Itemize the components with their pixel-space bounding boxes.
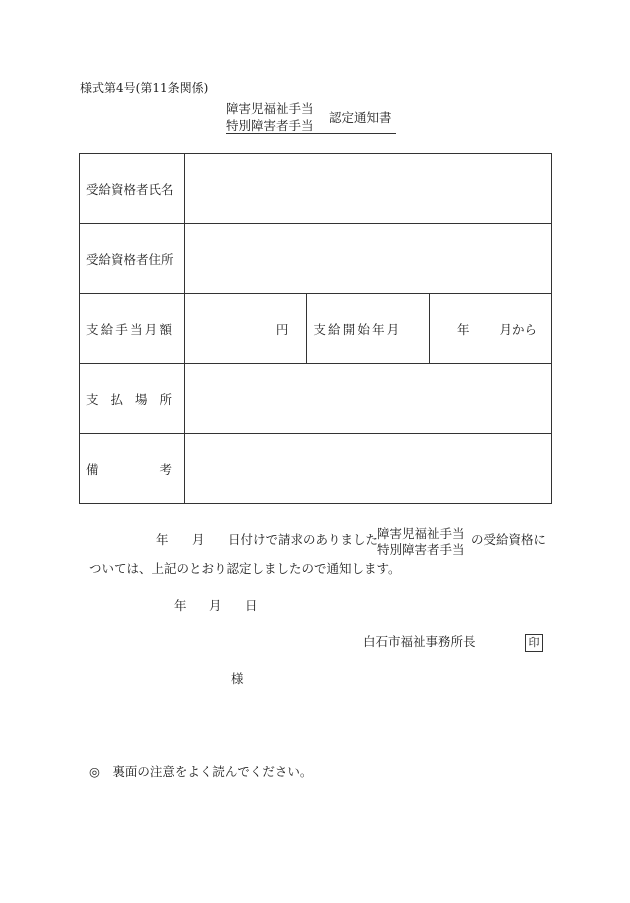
title-allowance-types [226, 100, 314, 134]
field-recipient-name [185, 154, 552, 224]
label-char: 額 [159, 321, 172, 337]
table-row-remarks [80, 434, 552, 504]
title-underline [226, 133, 396, 134]
body-line-2: ついては、上記のとおり認定しましたので通知します。 [89, 561, 401, 576]
seal-mark: 印 [525, 634, 543, 652]
field-payment-place [185, 364, 552, 434]
label-char: 当 [130, 321, 143, 337]
yen-unit: 円 [275, 321, 289, 337]
field-remarks [185, 434, 552, 504]
label-recipient-address: 受給資格者住所 [80, 224, 185, 294]
label-char: 支 [313, 321, 326, 337]
label-char: 月 [144, 321, 158, 337]
title-allowance-2: 特別障害者手当 [226, 118, 314, 133]
recipient-honorific: 様 [231, 671, 244, 686]
label-char: 支 [86, 321, 99, 337]
label-start-month [307, 294, 429, 364]
field-recipient-address [185, 224, 552, 294]
label-recipient-name: 受給資格者氏名 [80, 154, 185, 224]
label-char: 開 [342, 321, 356, 337]
eligibility-text: の受給資格に [471, 532, 547, 547]
notice-title: 認定通知書 [329, 110, 392, 125]
body-allowance-1: 障害児福祉手当 [377, 526, 465, 541]
form-number: 様式第4号(第11条関係) [80, 81, 209, 95]
label-char: 備 [86, 461, 99, 477]
label-char: 手 [115, 321, 128, 337]
label-payment-place [80, 364, 185, 434]
label-char: 給 [328, 321, 341, 337]
certification-table [79, 153, 552, 504]
label-char: 始 [357, 321, 370, 337]
table-row-recipient-address [80, 224, 552, 294]
field-monthly-amount [185, 294, 307, 364]
note-line: ◎ 裏面の注意をよく読んでください。 [89, 764, 313, 779]
label-char: 場 [134, 391, 148, 407]
request-month: 月 [192, 532, 205, 547]
table-row-amount [80, 294, 552, 364]
request-text: 日付けで請求のありました [228, 532, 379, 547]
table-row-recipient-name [80, 154, 552, 224]
label-char: 所 [159, 391, 172, 407]
label-char: 払 [110, 391, 123, 407]
label-char: 給 [100, 321, 114, 337]
issuer-name: 白石市福祉事務所長 [363, 634, 476, 649]
label-monthly-amount [80, 294, 185, 364]
field-start-month [429, 294, 551, 364]
label-char: 年 [372, 321, 385, 337]
body-allowance-2: 特別障害者手当 [377, 542, 465, 557]
table-row-payment-place [80, 364, 552, 434]
month-from: 月から [499, 321, 537, 337]
label-char: 月 [386, 321, 400, 337]
date-day: 日 [245, 598, 258, 613]
year-unit: 年 [456, 321, 470, 337]
date-month: 月 [209, 598, 222, 613]
request-year: 年 [156, 532, 169, 547]
body-allowance-types [377, 526, 465, 558]
label-remarks [80, 434, 185, 504]
date-year: 年 [174, 598, 187, 613]
label-char: 支 [86, 391, 99, 407]
title-allowance-1: 障害児福祉手当 [226, 101, 314, 116]
label-char: 考 [159, 461, 172, 477]
